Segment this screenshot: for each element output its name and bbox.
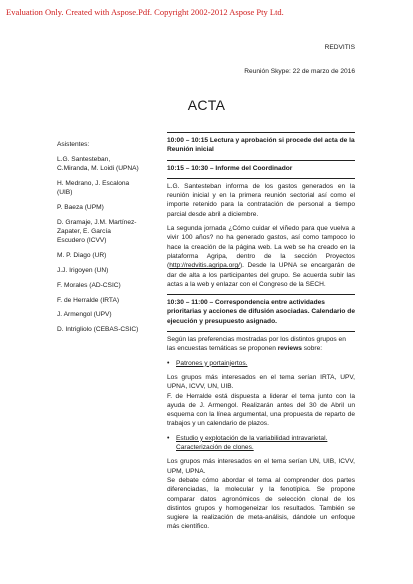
divider — [167, 178, 355, 179]
attendee-item: J.J. Irigoyen (UN) — [57, 267, 109, 274]
paragraph-text: Según las preferencias mostradas por los distintos grupos en las encuestas temáticas se proponen — [167, 336, 346, 353]
attendee-item: D. Intrigliolo (CEBAS-CSIC) — [57, 326, 139, 334]
paragraph: Se debate cómo abordar el tema al comprender dos partes diferenciadas, la molecular y la fenotípica. Se propone comparar datos agronómicos de selección clonal de los distintos grupos y homogeneizar los resultados. También se sugiere la realización de meta-análisis, dándole un enfoque más científico. — [167, 476, 355, 531]
attendees-column — [57, 140, 139, 340]
paragraph: F. de Herralde está dispuesta a liderar el tema junto con la ayuda de J. Armengol. Realizarán antes del 30 de Abril un esquema con la línea argumental, una propuesta de reparto de trabajos y un calendario de plazos. — [167, 392, 355, 428]
attendee-item: J. Armengol (UPV) — [57, 311, 112, 319]
attendee-item: P. Baeza (UPM) — [57, 204, 104, 212]
section-heading: 10:30 – 11:00 – Correspondencia entre actividades prioritarias y acciones de difusión asociadas. Calendario de ejecución y presupuesto asignado. — [167, 299, 355, 325]
paragraph-text: ). Desde la UPNA se encargarán de dar de alta a los participantes del grupo. Se acuerda subir las actas a la web y enlazar con el Congreso de la SECH. — [167, 262, 355, 288]
divider — [167, 160, 355, 161]
bullet-icon: • — [167, 359, 170, 367]
section-heading: 10:15 – 10:30 – Informe del Coordinador — [167, 164, 293, 172]
divider — [167, 331, 355, 332]
website-link[interactable]: http://redvitis.agripa.org/ — [169, 262, 240, 270]
attendee-item: F. de Herralde (IRTA) — [57, 296, 120, 304]
paragraph: L.G. Santesteban informa de los gastos generados en la reunión inicial y en la primera reunión sectorial así como el importe retenido para la contratación de personal a tiempo parcial desde abril a diciembre. — [167, 182, 355, 218]
attendee-item: F. Morales (AD-CSIC) — [57, 281, 121, 289]
attendee-item: L.G. Santesteban, C.Miranda, M. Loidi (UPNA) — [57, 156, 139, 173]
attendee-item: M. P. Diago (UR) — [57, 252, 107, 260]
paragraph-text: sobre: — [301, 345, 323, 353]
paragraph: Los grupos más interesados en el tema serían IRTA, UPV, UPNA, ICVV, UN, UIB. — [167, 373, 355, 391]
evaluation-watermark: Evaluation Only. Created with Aspose.Pdf. Copyright 2002-2012 Aspose Pty Ltd. — [6, 7, 284, 17]
meeting-info: Reunión Skype: 22 de marzo de 2016 — [244, 68, 355, 75]
divider — [167, 132, 355, 133]
paragraph — [167, 224, 355, 289]
emphasis-text: reviews — [277, 345, 302, 353]
paragraph — [167, 335, 355, 354]
topic-item — [167, 434, 355, 453]
bullet-icon: • — [167, 434, 170, 442]
minutes-body — [167, 132, 355, 537]
attendee-item: H. Medrano, J. Escalona (UIB) — [57, 180, 130, 197]
document-title: ACTA — [187, 97, 226, 113]
attendee-item: D. Gramaje, J.M. Martínez-Zapater, E. García Escudero (ICVV) — [57, 219, 137, 245]
divider — [167, 294, 355, 295]
topic-item — [167, 359, 355, 368]
organization-name: REDVITIS — [324, 44, 355, 51]
section-heading: 10:00 – 10:15 Lectura y aprobación si procede del acta de la Reunión inicial — [167, 137, 355, 154]
attendees-heading: Asistentes: — [57, 141, 90, 148]
paragraph-text: La segunda jornada ¿Cómo cuidar el viñedo para que vuelva a vivir 100 años? no ha generado gastos, así como tampoco lo hace la creación de la página web. La web se ha creado en la plataforma Agripa, dentro de la sección Proyectos ( — [167, 225, 355, 270]
topic-title: Patrones y portainjertos. — [176, 359, 248, 367]
paragraph: Los grupos más interesados en el tema serían UN, UIB, ICVV, UPM, UPNA. — [167, 458, 355, 475]
topic-title: Estudio y explotación de la variabilidad intravarietal. Caracterización de clones. — [176, 434, 328, 452]
